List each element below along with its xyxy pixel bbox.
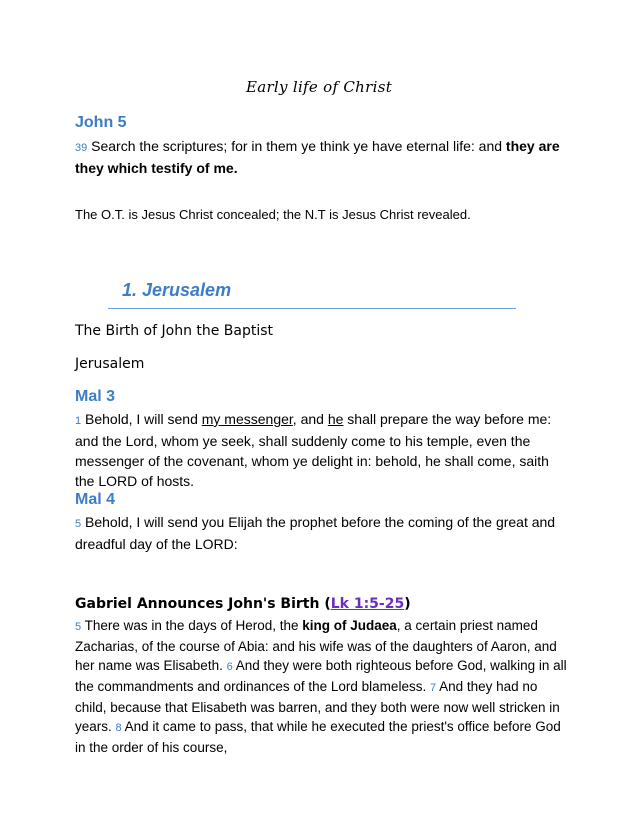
mal3-heading: Mal 3	[75, 388, 116, 405]
verse-text: Behold, I will send	[85, 411, 202, 427]
verse-number: 6	[226, 661, 233, 673]
verse-number: 1	[75, 415, 82, 427]
verse-bold-text: king of Judaea	[302, 618, 397, 633]
verse-number: 39	[75, 142, 88, 154]
verse-underlined-text: he	[327, 411, 344, 427]
luke-reference-link[interactable]: Lk 1:5-25	[330, 596, 405, 612]
section-underline	[108, 308, 516, 309]
verse-text: , and	[292, 411, 328, 427]
verse-bold-text: they are they which testify of me.	[75, 138, 560, 176]
mal3-verse	[75, 409, 568, 491]
verse-underlined-text: my messenger	[201, 411, 293, 427]
verse-text: And they were both righteous before God, walking in all the commandments and ordinances of the Lord blameless.	[75, 658, 567, 694]
verse-number: 7	[429, 682, 437, 694]
verse-text: Behold, I will send you Elijah the prophet before the coming of the great and dreadful day of the LORD:	[75, 514, 556, 552]
verse-text: And they had no child, because that Elisabeth was barren, and they both were now well stricken in years.	[75, 679, 560, 734]
verse-text: shall prepare the way before me: and the Lord, whom ye seek, shall suddenly come to his temple, even the messenger of the covenant, whom ye delight in: behold, he shall come, saith the LORD of hosts.	[75, 411, 552, 489]
birth-line: The Birth of John the Baptist	[75, 323, 274, 339]
section-heading-jerusalem: 1. Jerusalem	[122, 280, 232, 300]
testament-note: The O.T. is Jesus Christ concealed; the N.T is Jesus Christ revealed.	[75, 207, 471, 222]
verse-number: 5	[75, 621, 82, 633]
verse-text: There was in the days of Herod, the	[84, 618, 303, 633]
john-verse	[75, 136, 568, 178]
page-title: Early life of Christ	[245, 78, 393, 96]
gabriel-heading	[75, 596, 568, 612]
place-line: Jerusalem	[75, 356, 145, 372]
verse-text: Search the scriptures; for in them ye think ye have eternal life: and	[91, 138, 506, 154]
gabriel-passage	[75, 616, 568, 757]
mal4-verse	[75, 512, 568, 554]
gabriel-heading-close: )	[404, 596, 411, 612]
mal4-heading: Mal 4	[75, 491, 116, 508]
verse-text: And it came to pass, that while he executed the priest's office before God in the order of his course,	[75, 719, 561, 755]
john-heading: John 5	[75, 114, 127, 131]
verse-text: , a certain priest named Zacharias, of the course of Abia: and his wife was of the daughters of Aaron, and her name was Elisabeth.	[75, 618, 557, 673]
verse-number: 8	[115, 722, 122, 734]
verse-number: 5	[75, 518, 82, 530]
gabriel-heading-text: Gabriel Announces John's Birth (	[75, 596, 331, 612]
